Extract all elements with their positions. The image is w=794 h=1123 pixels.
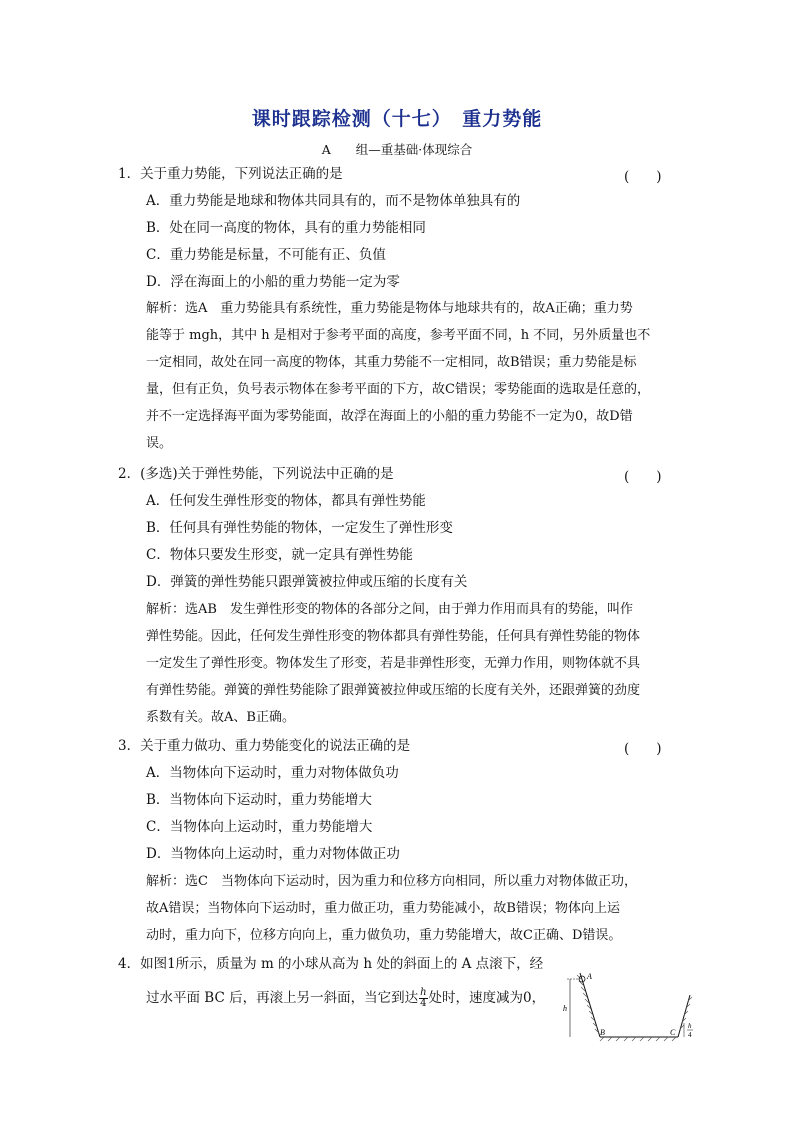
question-1-option-d: D．浮在海面上的小船的重力势能一定为零 (146, 274, 400, 290)
point-b-label: B (600, 1028, 605, 1037)
question-3-option-c: C．当物体向上运动时，重力势能增大 (146, 819, 373, 835)
question-1-analysis-line: 一定相同，故处在同一高度的物体，其重力势能不一定相同，故B错误；重力势能是标 (146, 355, 637, 370)
question-1-option-b: B．处在同一高度的物体，具有的重力势能相同 (146, 220, 426, 236)
question-3-bracket: ( ) (624, 741, 662, 757)
question-4-stem-line-2 (146, 988, 545, 1009)
fraction-numerator: h (420, 987, 427, 998)
question-3-analysis-line: 解析：选C 当物体向下运动时，因为重力和位移方向相同，所以重力对物体做正功， (146, 874, 637, 889)
point-a-label: A (587, 972, 592, 981)
question-4-text-part-1: 过水平面 BC 后，再滚上另一斜面，当它到达 (146, 990, 419, 1006)
question-4-stem: 4．如图1所示，质量为 m 的小球从高为 h 处的斜面上的 A 点滚下，经 (118, 956, 544, 972)
question-3-analysis-line: 故A错误；当物体向下运动时，重力做正功，重力势能减小，故B错误；物体向上运 (146, 901, 620, 916)
question-1-analysis-line: 解析：选A 重力势能具有系统性，重力势能是物体与地球共有的，故A正确；重力势 (146, 301, 633, 316)
question-2-analysis-line: 弹性势能。因此，任何发生弹性形变的物体都具有弹性势能，任何具有弹性势能的物体 (146, 629, 641, 644)
fraction-denominator: 4 (420, 998, 427, 1009)
section-subtitle: A 组—重基础·体现综合 (321, 142, 473, 157)
question-4-text-part-2: 处时，速度减为0， (428, 990, 546, 1006)
fraction-h-over-4 (419, 988, 427, 1009)
question-2-option-a: A．任何发生弹性形变的物体，都具有弹性势能 (146, 493, 426, 509)
question-1-analysis-line: 量，但有正负，负号表示物体在参考平面的下方，故C错误；零势能面的选取是任意的， (146, 382, 650, 397)
question-2-analysis-line: 有弹性势能。弹簧的弹性势能除了跟弹簧被拉伸或压缩的长度有关外，还跟弹簧的劲度 (146, 683, 641, 698)
question-3-option-b: B．当物体向下运动时，重力势能增大 (146, 792, 372, 808)
height-label: h (563, 1004, 567, 1013)
question-2-analysis-line: 系数有关。故A、B正确。 (146, 710, 295, 725)
question-2-analysis-line: 解析：选AB 发生弹性形变的物体的各部分之间，由于弹力作用而具有的势能，叫作 (146, 602, 633, 617)
question-1-bracket: ( ) (624, 169, 662, 185)
point-c-label: C (670, 1028, 676, 1037)
question-3-option-a: A．当物体向下运动时，重力对物体做负功 (146, 765, 399, 781)
question-1-analysis-line: 并不一定选择海平面为零势能面，故浮在海面上的小船的重力势能不一定为0，故D错 (146, 409, 633, 424)
question-2-bracket: ( ) (624, 469, 662, 485)
question-3-analysis-line: 动时，重力向下，位移方向向上，重力做负功，重力势能增大，故C正确、D错误。 (146, 928, 622, 943)
question-2-option-d: D．弹簧的弹性势能只跟弹簧被拉伸或压缩的长度有关 (146, 574, 468, 590)
quarter-height-numerator: h (688, 1022, 692, 1030)
question-2-option-c: C．物体只要发生形变，就一定具有弹性势能 (146, 547, 413, 563)
question-1-option-a: A．重力势能是地球和物体共同具有的，而不是物体单独具有的 (146, 193, 521, 209)
question-1-stem: 1．关于重力势能，下列说法正确的是 (118, 166, 343, 182)
question-2-analysis-line: 一定发生了弹性形变。物体发生了形变，若是非弹性形变，无弹力作用，则物体就不具 (146, 656, 641, 671)
question-1-option-c: C．重力势能是标量，不可能有正、负值 (146, 247, 386, 263)
question-3-stem: 3．关于重力做功、重力势能变化的说法正确的是 (118, 738, 411, 754)
left-slope-line (580, 973, 600, 1037)
page-title: 课时跟踪检测（十七） 重力势能 (251, 108, 543, 130)
question-1-analysis-line: 误。 (146, 436, 173, 451)
question-2-option-b: B．任何具有弹性势能的物体，一定发生了弹性形变 (146, 520, 453, 536)
question-1-analysis-line: 能等于 mgh，其中 h 是相对于参考平面的高度，参考平面不同，h 不同，另外质量也不 (146, 328, 651, 343)
question-3-option-d: D．当物体向上运动时，重力对物体做正功 (146, 846, 400, 862)
question-2-stem: 2．(多选)关于弹性势能，下列说法中正确的是 (118, 466, 394, 482)
figure-1-incline-diagram (560, 965, 700, 1045)
floor-hatching (600, 1037, 676, 1041)
quarter-height-denominator: 4 (688, 1031, 692, 1039)
